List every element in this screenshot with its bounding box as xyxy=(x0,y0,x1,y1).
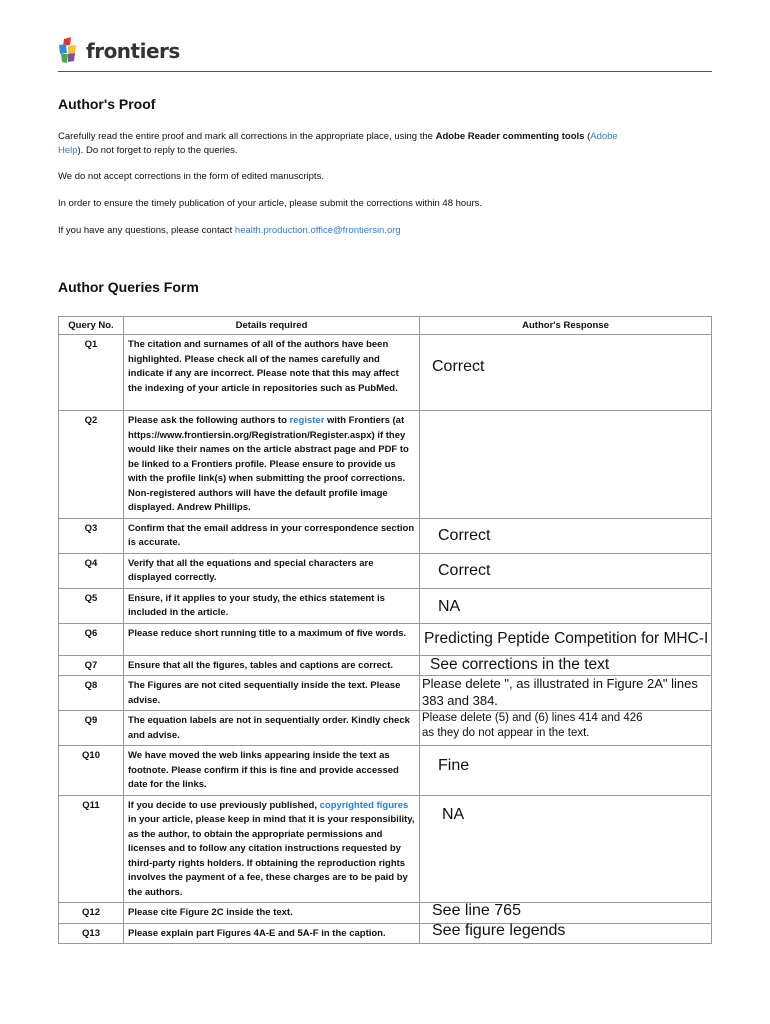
response-cell[interactable] xyxy=(420,795,712,903)
query-id: Q12 xyxy=(59,903,124,924)
table-row xyxy=(59,711,712,746)
query-id: Q1 xyxy=(59,335,124,411)
response-text: Please delete (5) and (6) lines 414 and 426 xyxy=(422,712,643,724)
query-id: Q10 xyxy=(59,746,124,796)
response-text: See corrections in the text xyxy=(430,655,610,673)
table-row xyxy=(59,335,712,411)
query-details xyxy=(124,795,420,903)
query-id: Q6 xyxy=(59,623,124,655)
contact-note xyxy=(58,224,714,238)
header-details: Details required xyxy=(124,317,420,335)
query-details: We have moved the web links appearing inside the text as footnote. Please confirm if this is fine and provide accessed date for the links. xyxy=(124,746,420,796)
response-text: Correct xyxy=(438,526,491,544)
response-cell[interactable] xyxy=(420,676,712,711)
table-row xyxy=(59,411,712,519)
queries-form-title: Author Queries Form xyxy=(58,279,199,295)
deadline-note: In order to ensure the timely publication of your article, please submit the corrections within 48 hours. xyxy=(58,198,483,209)
logo-text: frontiers xyxy=(86,39,180,63)
header-response: Author's Response xyxy=(420,317,712,335)
header-query-no: Query No. xyxy=(59,317,124,335)
query-details: Verify that all the equations and special characters are displayed correctly. xyxy=(124,553,420,588)
proof-title: Author's Proof xyxy=(58,96,156,112)
query-id: Q2 xyxy=(59,411,124,519)
query-id: Q3 xyxy=(59,518,124,553)
response-cell[interactable] xyxy=(420,553,712,588)
response-cell[interactable] xyxy=(420,711,712,746)
response-text: See figure legends xyxy=(432,921,566,939)
query-id: Q4 xyxy=(59,553,124,588)
response-cell[interactable] xyxy=(420,903,712,924)
help-link[interactable]: Help xyxy=(58,145,78,156)
table-row xyxy=(59,553,712,588)
table-header-row xyxy=(59,317,712,335)
no-edited-manuscripts-note: We do not accept corrections in the form of edited manuscripts. xyxy=(58,171,324,182)
table-row xyxy=(59,518,712,553)
table-row xyxy=(59,623,712,655)
instructions-text: Carefully read the entire proof and mark all corrections in the appropriate place, using the xyxy=(58,131,436,142)
details-text: Please ask the following authors to xyxy=(128,415,290,426)
copyrighted-figures-link[interactable]: copyrighted figures xyxy=(319,799,409,811)
response-text: Predicting Peptide Competition for MHC-I xyxy=(424,629,709,647)
query-details: Confirm that the email address in your correspondence section is accurate. xyxy=(124,518,420,553)
query-id: Q13 xyxy=(59,923,124,944)
paren-open: ( xyxy=(584,131,591,142)
response-text: 383 and 384. xyxy=(422,693,498,708)
contact-text: If you have any questions, please contact xyxy=(58,225,235,236)
response-text: NA xyxy=(442,805,465,823)
details-text: in your article, please keep in mind that it is your responsibility, as the author, to obtain the appropriate permissions and licenses and to follow any citation instructions requested by third-party rights holders. If obtaining the reproduction rights involves the payment of a fee, these charges are to be paid by the authors. xyxy=(128,814,415,898)
response-cell[interactable] xyxy=(420,623,712,655)
table-row xyxy=(59,923,712,944)
table-row xyxy=(59,655,712,676)
adobe-link[interactable]: Adobe xyxy=(590,131,618,142)
query-id: Q5 xyxy=(59,588,124,623)
header-divider xyxy=(58,71,712,72)
table-row xyxy=(59,588,712,623)
query-details: The Figures are not cited sequentially inside the text. Please advise. xyxy=(124,676,420,711)
query-id: Q7 xyxy=(59,655,124,676)
query-details: Please cite Figure 2C inside the text. xyxy=(124,903,420,924)
response-cell[interactable] xyxy=(420,655,712,676)
details-text: with Frontiers (at https://www.frontiersin.org/Registration/Register.aspx) if they would like their names on the article abstract page and PDF to be linked to a Frontiers profile. Please ensure to provide us with the profile link(s) when submitting the proof corrections. Non-registered authors will have the default profile image displayed. Andrew Phillips. xyxy=(128,415,409,513)
query-details: The equation labels are not in sequentially order. Kindly check and advise. xyxy=(124,711,420,746)
response-cell[interactable] xyxy=(420,588,712,623)
query-id: Q8 xyxy=(59,676,124,711)
table-row xyxy=(59,795,712,903)
register-link[interactable]: register xyxy=(289,415,325,426)
query-details: Please explain part Figures 4A-E and 5A-F in the caption. xyxy=(124,923,420,944)
response-text: Please delete ", as illustrated in Figure 2A" lines xyxy=(422,676,698,691)
frontiers-logo xyxy=(58,36,180,66)
response-text: See line 765 xyxy=(432,902,521,919)
proof-instructions xyxy=(58,130,714,158)
response-cell[interactable] xyxy=(420,746,712,796)
contact-email-link[interactable]: health.production.office@frontiersin.org xyxy=(234,225,401,236)
response-cell[interactable] xyxy=(420,411,712,519)
query-details: The citation and surnames of all of the authors have been highlighted. Please check all of the names carefully and indicate if any are incorrect. Please note that this may affect the indexing of your article in repositories such as PubMed. xyxy=(124,335,420,411)
query-id: Q9 xyxy=(59,711,124,746)
response-cell[interactable] xyxy=(420,923,712,944)
response-text: Correct xyxy=(432,358,485,375)
instructions-end: ). Do not forget to reply to the queries. xyxy=(77,145,238,156)
response-text: Fine xyxy=(438,757,470,774)
table-row xyxy=(59,903,712,924)
query-details: Please reduce short running title to a maximum of five words. xyxy=(124,623,420,655)
frontiers-logo-icon xyxy=(58,37,82,65)
response-cell[interactable] xyxy=(420,518,712,553)
author-queries-table xyxy=(58,316,712,944)
response-text: NA xyxy=(438,597,461,615)
adobe-tools-text: Adobe Reader commenting tools xyxy=(435,131,585,142)
query-details: Ensure, if it applies to your study, the ethics statement is included in the article. xyxy=(124,588,420,623)
table-row xyxy=(59,746,712,796)
response-text: as they do not appear in the text. xyxy=(422,727,590,739)
table-row xyxy=(59,676,712,711)
response-cell[interactable] xyxy=(420,335,712,411)
query-details xyxy=(124,411,420,519)
query-details: Ensure that all the figures, tables and captions are correct. xyxy=(124,655,420,676)
query-id: Q11 xyxy=(59,795,124,903)
response-text: Correct xyxy=(438,561,491,579)
details-text: If you decide to use previously published, xyxy=(128,799,320,811)
